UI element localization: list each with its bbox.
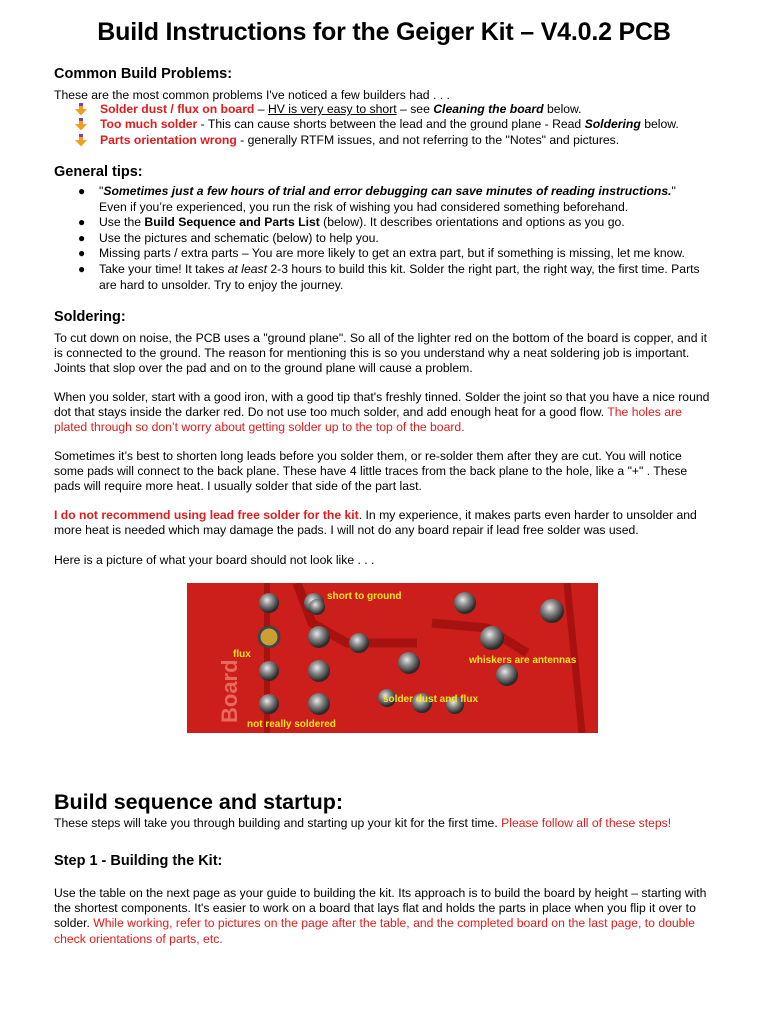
bullet-icon: ● [78, 184, 86, 198]
problem-label: Parts orientation wrong [100, 132, 237, 147]
bullet-icon: ● [78, 261, 86, 276]
text: - generally RTFM issues, and not referring to the "Notes" and pictures. [236, 132, 620, 147]
soldering-heading: Soldering: [54, 309, 126, 325]
annotation-label: solder dust and flux [383, 694, 479, 705]
text: Missing parts / extra parts – You are more likely to get an extra part, but if something is missing, let me know. [99, 246, 685, 261]
text: dot that stays inside the darker red. Do not use too much solder, and add enough heat for a good flow. [54, 405, 608, 420]
list-item [78, 246, 728, 262]
text: Sometimes it’s best to shorten long leads before you [54, 449, 337, 463]
common-problems-intro: These are the most common problems I've noticed a few builders had . . . [54, 88, 450, 102]
text: Even if you’re experienced, you run the risk of wishing you had considered something beforehand. [99, 199, 629, 214]
build-sequence-intro [54, 816, 724, 831]
list-item [74, 117, 734, 132]
text: below. [543, 102, 582, 116]
step1-heading: Step 1 - Building the Kit: [54, 853, 223, 869]
list-item [74, 102, 734, 117]
list-item [74, 133, 734, 148]
red-note: plated through so don’t worry about getting solder up to the top of the board. [54, 420, 465, 435]
general-tips-heading: General tips: [54, 164, 143, 180]
text: – see [396, 102, 434, 116]
text: Use the [99, 215, 145, 230]
down-arrow-bullet-icon [74, 103, 88, 116]
bullet-icon: ● [78, 215, 86, 230]
text-line: is connected to the ground. The reason for mentioning this is so you understand why a neat soldering job is important. [54, 346, 690, 361]
annotation-label: short to ground [327, 591, 402, 602]
bullet-icon: ● [78, 246, 86, 261]
underlined-text: HV is very easy to short [267, 102, 397, 116]
text-line: Joints that slop over the pad and on to the ground plane will cause a problem. [54, 361, 473, 376]
down-arrow-bullet-icon [74, 134, 88, 147]
build-sequence-heading: Build sequence and startup: [54, 790, 344, 814]
annotation-label: flux [233, 649, 251, 660]
step1-paragraph [54, 886, 724, 947]
down-arrow-bullet-icon [74, 118, 88, 131]
soldering-paragraph-2 [54, 390, 724, 436]
soldering-paragraph-1 [54, 331, 724, 377]
bullet-icon: ● [78, 230, 86, 245]
emphasis-text: Build Sequence and Parts List [144, 215, 320, 230]
page-title: Build Instructions for the Geiger Kit – V4.0.2 PCB [97, 18, 671, 46]
text: " [671, 184, 676, 198]
text: solder them, or re-solder them after they are cut. You will notice [336, 449, 682, 463]
text-line: more heat is needed which may damage the pads. I will not do any board repair if lead free solder was used. [54, 523, 639, 538]
text-line: When you solder, start with a good iron, with a good tip that's freshly tinned. Solder the joint so that you have a nice round [54, 390, 710, 404]
text-line: pads will require more heat. I usually solder that side of the part last. [54, 479, 422, 494]
text: (below). It describes orientations and options as you go. [319, 215, 625, 230]
text: - This can cause shorts between the lead and the ground plane - Read [197, 117, 585, 132]
text-line: the shortest components. It's easier to work on a board that lays flat and holds the parts in place when you flip it over to [54, 901, 696, 916]
bad-board-photo [187, 583, 598, 733]
emphasis-text: at least [227, 261, 267, 276]
text: below. [640, 117, 679, 132]
red-note: check orientations of parts, etc. [54, 931, 223, 946]
soldering-paragraph-5: Here is a picture of what your board should not look like . . . [54, 553, 375, 567]
emphasis-text: Sometimes just a few hours of trial and error debugging can save minutes of reading instructions. [103, 184, 672, 198]
text-line: To cut down on noise, the PCB uses a "ground plane". So all of the lighter red on the bottom of the board is copper, and it [54, 331, 707, 345]
red-note: Please follow all of these steps! [501, 816, 672, 830]
text: are hard to unsolder. Try to enjoy the journey. [99, 277, 344, 292]
text: Take your time! It takes [99, 261, 228, 276]
text: These steps will take you through building and starting up your kit for the first time. [54, 816, 502, 830]
text: solder. [54, 916, 90, 931]
red-warning: I do not recommend using lead free solder for the kit [54, 508, 359, 522]
common-problems-heading: Common Build Problems: [54, 66, 233, 82]
text: – [254, 102, 268, 116]
silkscreen-text: Board [217, 659, 242, 723]
red-note: The holes are [607, 405, 682, 420]
common-problems-list [74, 102, 734, 148]
text: Use the pictures and schematic (below) to help you. [99, 230, 379, 245]
soldering-paragraph-4 [54, 508, 724, 538]
general-tips-list [78, 184, 728, 293]
list-item [78, 184, 728, 215]
red-note: While working, refer to pictures on the page after the table, and the completed board on the last page, to double [89, 916, 695, 931]
list-item [78, 231, 728, 247]
text-line: some pads will connect to the back plane. These have 4 little traces from the back plane to the hole, like a "+" . These [54, 464, 688, 479]
emphasis-text: Cleaning the board [433, 102, 544, 116]
list-item [78, 215, 728, 231]
emphasis-text: Soldering [584, 117, 641, 132]
text: . In my experience, it makes parts even harder to unsolder and [358, 508, 697, 522]
list-item [78, 262, 728, 293]
text-line: Use the table on the next page as your guide to building the kit. Its approach is to build the board by height – starting with [54, 886, 707, 900]
text: 2-3 hours to build this kit. Solder the right part, the right way, the first time. Parts [267, 261, 700, 276]
annotation-label: not really soldered [247, 719, 336, 730]
text: " [99, 184, 104, 198]
annotation-label: whiskers are antennas [469, 655, 577, 666]
soldering-paragraph-3 [54, 449, 724, 495]
problem-label: Solder dust / flux on board [100, 102, 255, 116]
problem-label: Too much solder [100, 117, 198, 132]
